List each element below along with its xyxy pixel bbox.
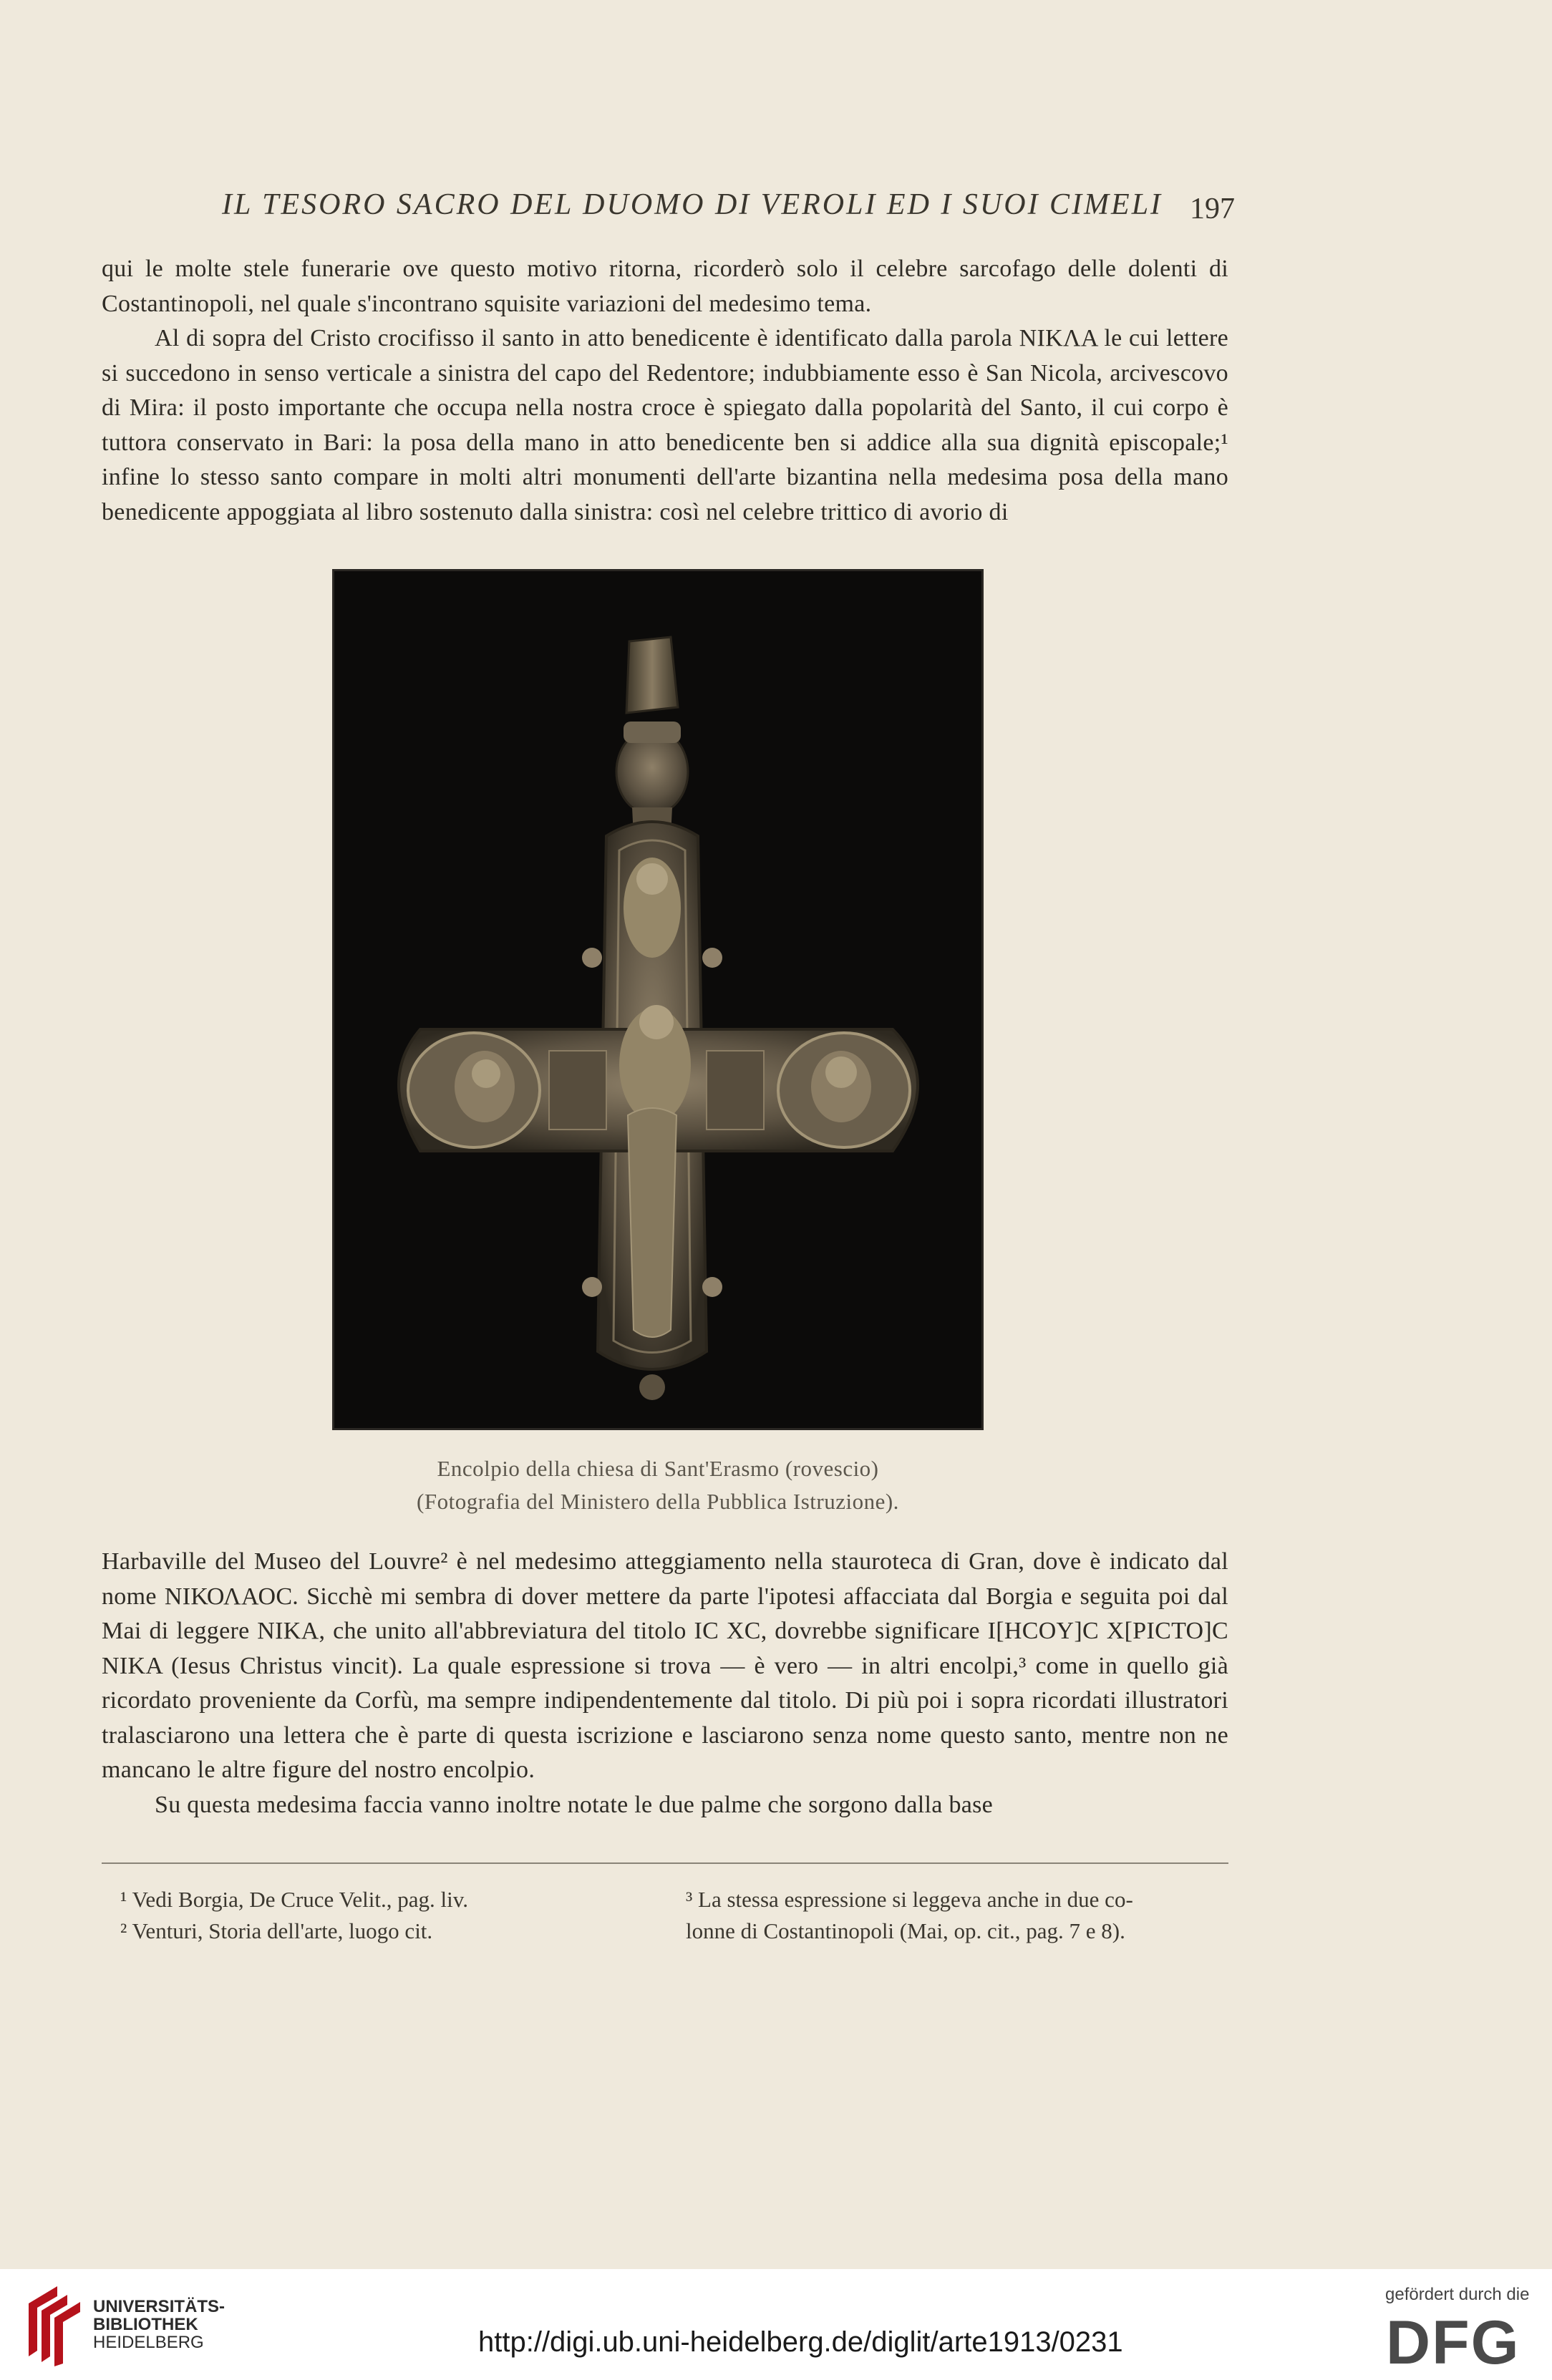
paragraph: Al di sopra del Cristo crocifisso il santo in atto benedicente è identificato dalla parola ΝΙΚΛΑ le cui lettere si succedono in senso verticale a sinistra del capo del Redentore; indubbiamente esso è San Nicola, arcivescovo di Mira: il posto importante che occupa nella nostra croce è spiegato dalla popolarità del Santo, il cui corpo è tuttora conservato in Bari: la posa della mano in atto benedicente ben si addice alla sua dignità episcopale;¹ infine lo stesso santo compare in molti altri monumenti dell'arte bizantina nella medesima posa della mano benedicente appoggiata al libro sostenuto dalla sinistra: così nel celebre trittico di avorio di xyxy=(102,325,1228,525)
encolpion-photograph xyxy=(332,569,984,1430)
figure-credit: (Fotografia del Ministero della Pubblica Istruzione). xyxy=(417,1489,899,1514)
footnote-divider xyxy=(102,1862,1228,1864)
footnote-3-continued: lonne di Costantinopoli (Mai, op. cit., pag. 7 e 8). xyxy=(686,1918,1125,1943)
digitization-footer xyxy=(0,2269,1552,2380)
footnote-1: ¹ Vedi Borgia, De Cruce Velit., pag. liv. xyxy=(120,1887,468,1912)
page-header xyxy=(0,188,1552,230)
footnote-3: ³ La stessa espressione si leggeva anche in due co- xyxy=(686,1887,1133,1912)
footnote-2: ² Venturi, Storia dell'arte, luogo cit. xyxy=(120,1918,433,1943)
paragraph: Harbaville del Museo del Louvre² è nel medesimo atteggiamento nella stauroteca di Gran, dove è indicato dal nome ΝΙΚΟΛΑΟϹ. Sicchè mi sembra di dover mettere da parte l'ipotesi affacciata dal Borgia e seguita poi dal Mai di leggere ΝΙΚΑ, che unito all'abbreviatura del titolo IC XC, dovrebbe significare I[HCOY]C X[PICTO]C NIKA (Iesus Christus vincit). La quale espressione si trova — è vero — in altri encolpi,³ come in quello già ricordato proveniente da Corfù, ma sempre indipendentemente dal titolo. Di più poi i sopra ricordati illustratori tralasciarono una lettera che è parte di questa iscrizione e lasciarono senza nome questo santo, mentre non ne mancano le altre figure del nostro encolpio. xyxy=(102,1548,1228,1783)
paragraph: qui le molte stele funerarie ove questo motivo ritorna, ricorderò solo il celebre sarcofago delle dolenti di Costantinopoli, nel quale s'incontrano squisite variazioni del medesimo tema. xyxy=(102,256,1228,317)
paragraph: Su questa medesima faccia vanno inoltre notate le due palme che sorgono dalla base xyxy=(155,1791,994,1818)
library-name-line: HEIDELBERG xyxy=(93,2333,204,2352)
running-head: IL TESORO SACRO DEL DUOMO DI VEROLI ED I SUOI CIMELI xyxy=(222,188,1163,221)
university-library-logo-icon xyxy=(21,2282,87,2366)
page-number: 197 xyxy=(1190,193,1235,225)
library-name-line: UNIVERSITÄTS- xyxy=(93,2297,225,2316)
funding-label: gefördert durch die xyxy=(1385,2285,1530,2304)
dfg-logo: DFG xyxy=(1386,2308,1521,2377)
library-name xyxy=(93,2298,225,2351)
source-url-link[interactable]: http://digi.ub.uni-heidelberg.de/diglit/arte1913/0231 xyxy=(478,2326,1123,2358)
figure-caption: Encolpio della chiesa di Sant'Erasmo (rovescio) xyxy=(437,1456,879,1481)
body-text-top xyxy=(102,252,1228,530)
library-name-line: BIBLIOTHEK xyxy=(93,2315,198,2334)
body-text-bottom xyxy=(102,1545,1228,1822)
cross-photo-illustration xyxy=(334,571,981,1428)
